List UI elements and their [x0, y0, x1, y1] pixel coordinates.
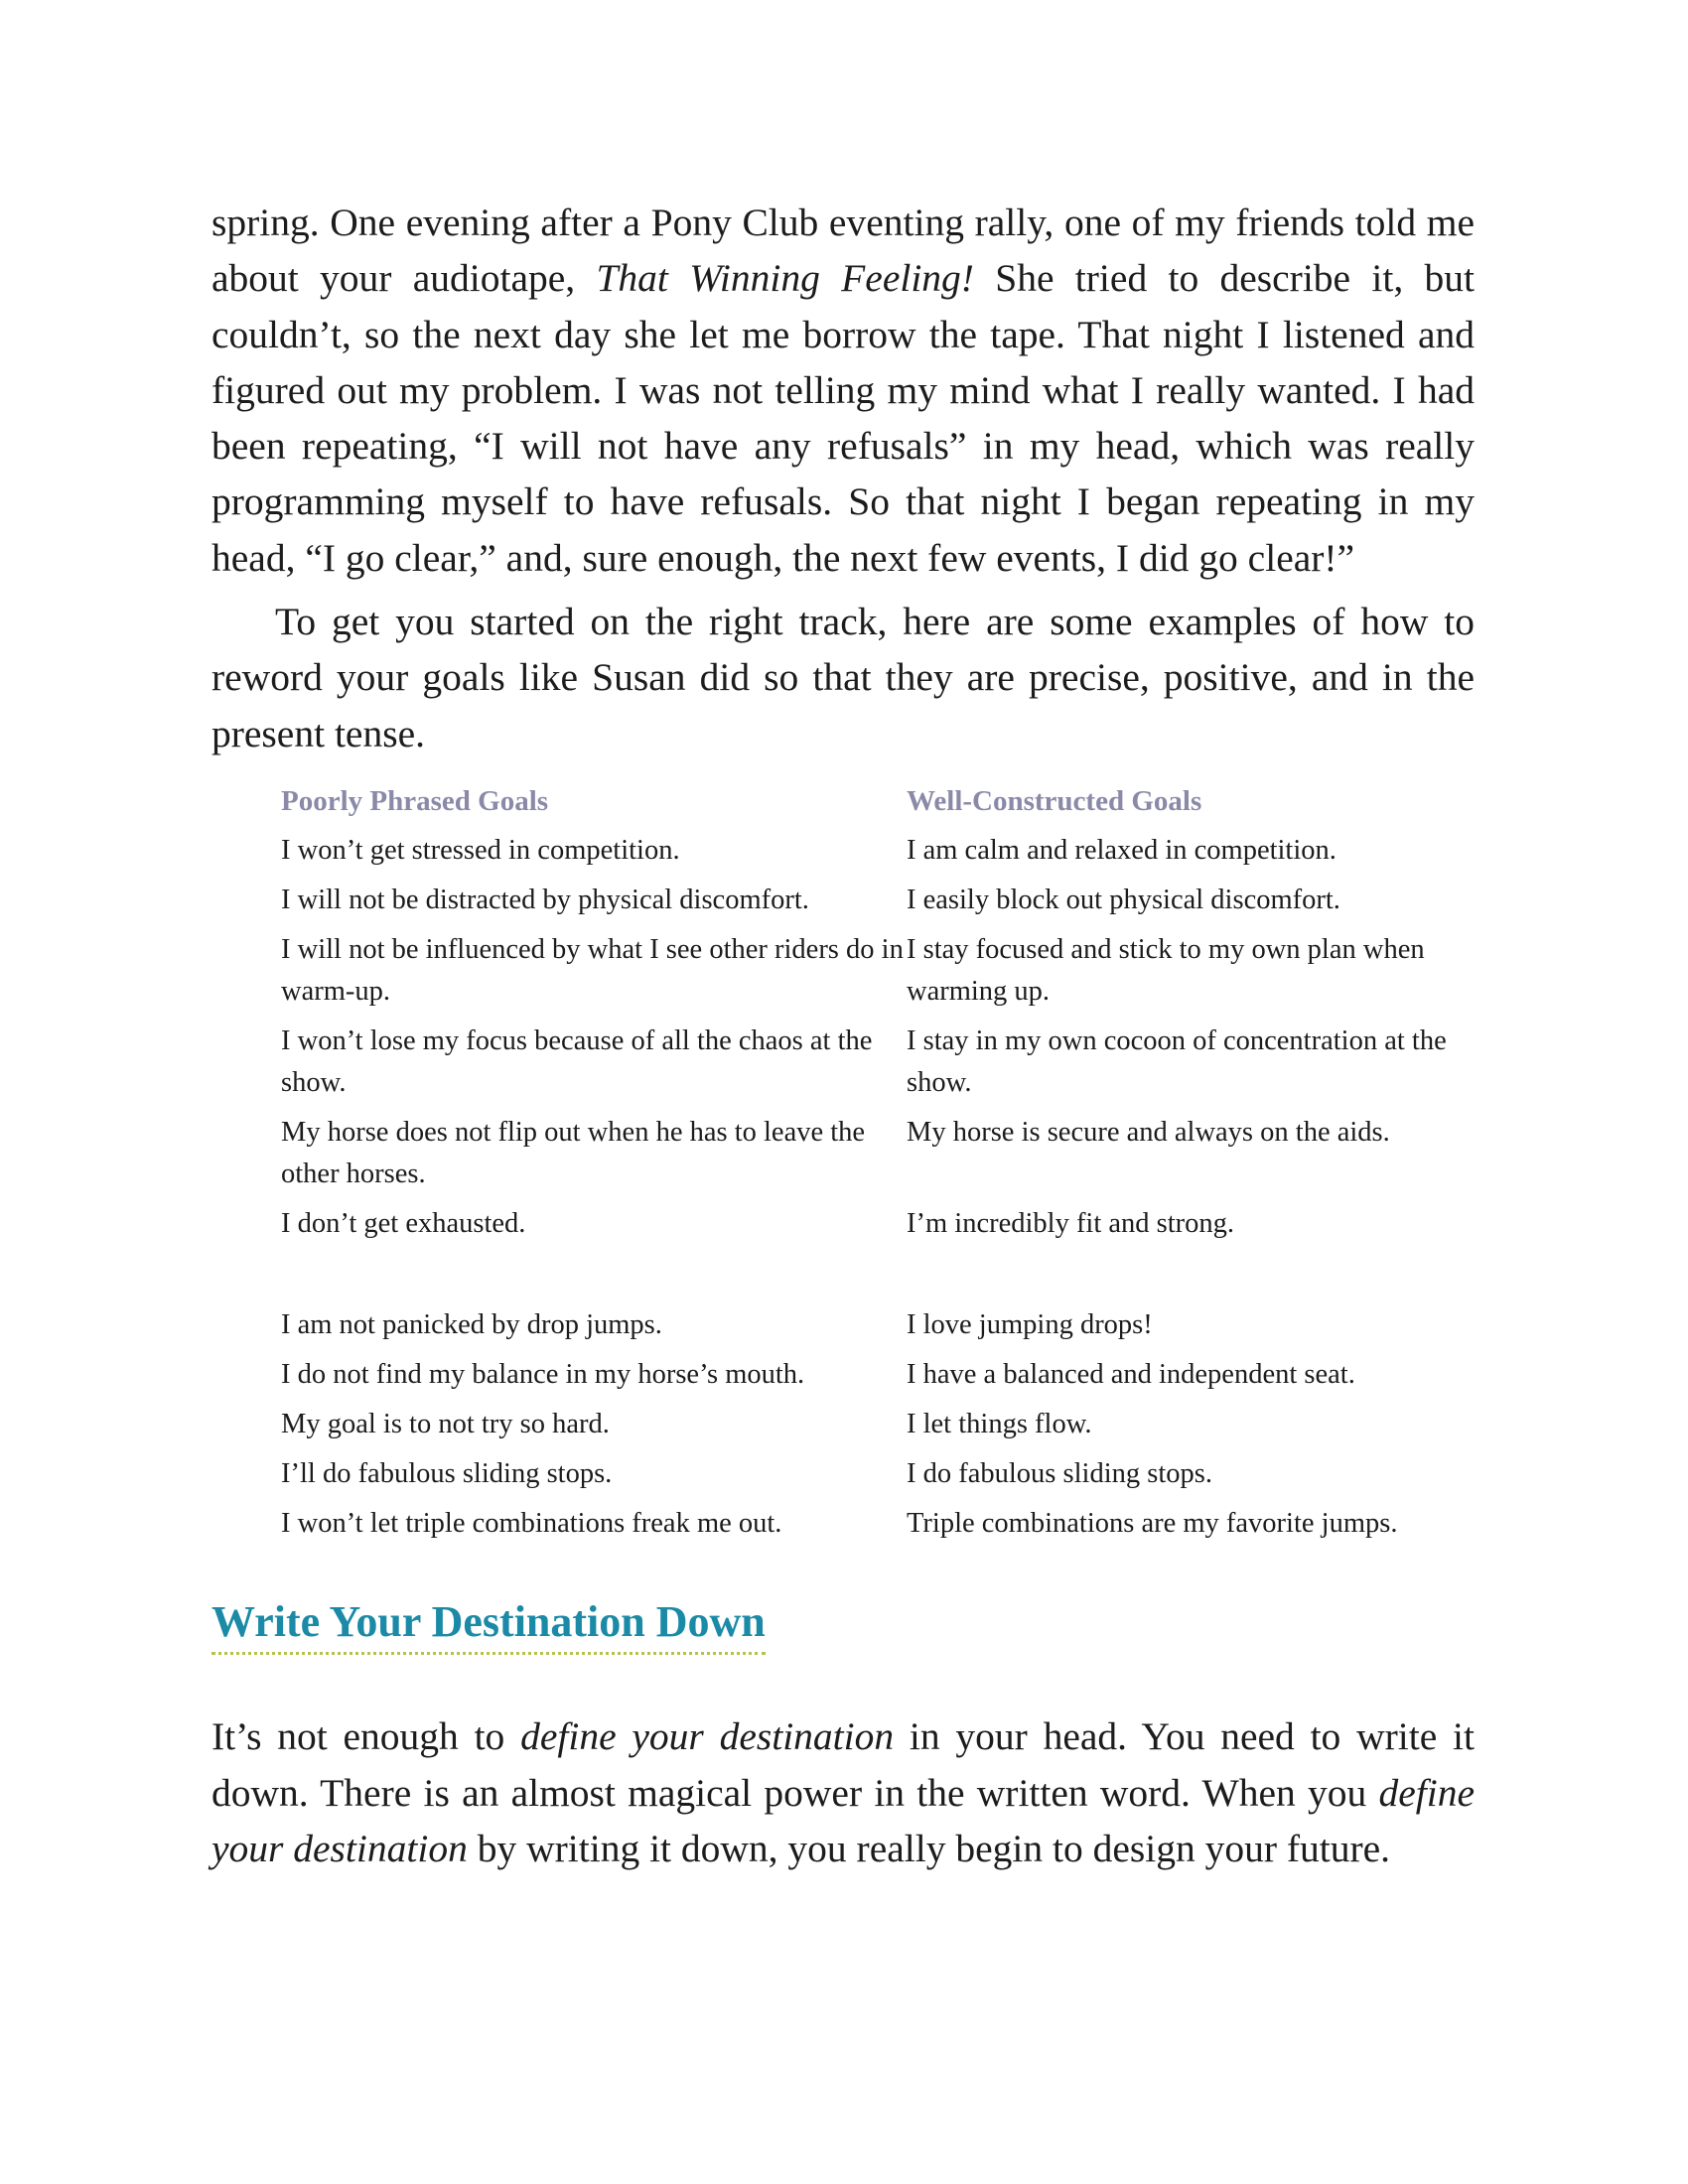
paragraph-text: by writing it down, you really begin to design your future. — [467, 1827, 1391, 1871]
page-content — [211, 195, 1475, 1876]
paragraph-intro-examples: To get you started on the right track, here are some examples of how to reword your goals like Susan did so that they are precise, positive, and in the present tense. — [211, 600, 1475, 755]
table-row — [281, 1021, 1475, 1104]
poor-goal: I won’t let triple combinations freak me out. — [281, 1507, 782, 1539]
header-well-constructed: Well-Constructed Goals — [907, 784, 1202, 817]
table-row — [281, 1112, 1475, 1195]
paragraph-text: spring. One evening after a Pony Club eventing rally, one of my friends told me about your audiotape, — [211, 201, 1475, 301]
table-spacer — [281, 1253, 1475, 1304]
goals-table-header — [281, 780, 1475, 822]
audiotape-title: That Winning Feeling! — [596, 256, 974, 301]
header-poorly-phrased: Poorly Phrased Goals — [281, 784, 549, 817]
good-goal: I do fabulous sliding stops. — [907, 1457, 1212, 1489]
poor-goal: I will not be influenced by what I see other riders do in warm-up. — [281, 933, 904, 1007]
poor-goal: I will not be distracted by physical discomfort. — [281, 884, 809, 915]
poor-goal: I don’t get exhausted. — [281, 1207, 526, 1239]
good-goal: I stay in my own cocoon of concentration at the show. — [907, 1024, 1447, 1098]
good-goal: I love jumping drops! — [907, 1308, 1153, 1340]
table-row — [281, 880, 1475, 921]
poor-goal: I am not panicked by drop jumps. — [281, 1308, 662, 1340]
paragraph-text: She tried to describe it, but couldn’t, so the next day she let me borrow the tape. That night I listened and figured out my problem. I was not telling my mind what I really wanted. I had been repeating, “I will not have any refusals” in my head, which was really programming myself to have refusals. So that night I began repeating in my head, “I go clear,” and, sure enough, the next few events, I did go clear!” — [211, 256, 1475, 580]
poor-goal: I’ll do fabulous sliding stops. — [281, 1457, 613, 1489]
paragraph-text: It’s not enough to — [211, 1714, 521, 1759]
poor-goal: My goal is to not try so hard. — [281, 1408, 610, 1439]
good-goal: I’m incredibly fit and strong. — [907, 1207, 1235, 1239]
table-row — [281, 1404, 1475, 1445]
poor-goal: I do not find my balance in my horse’s mouth. — [281, 1358, 805, 1390]
italic-phrase: define your destination — [520, 1714, 895, 1759]
section-heading: Write Your Destination Down — [211, 1596, 766, 1655]
table-row — [281, 1304, 1475, 1346]
good-goal: I am calm and relaxed in competition. — [907, 834, 1336, 866]
good-goal: I have a balanced and independent seat. — [907, 1358, 1355, 1390]
table-row — [281, 830, 1475, 872]
good-goal: Triple combinations are my favorite jumps. — [907, 1507, 1398, 1539]
table-row — [281, 1203, 1475, 1245]
good-goal: I let things flow. — [907, 1408, 1092, 1439]
good-goal: I easily block out physical discomfort. — [907, 884, 1340, 915]
table-row — [281, 1503, 1475, 1545]
poor-goal: My horse does not flip out when he has to leave the other horses. — [281, 1116, 866, 1189]
paragraph-text: in your head. You need to write it down. There is an almost magical power in the written word. When you — [211, 1714, 1475, 1815]
goals-table — [281, 780, 1475, 1545]
poor-goal: I won’t lose my focus because of all the chaos at the show. — [281, 1024, 873, 1098]
good-goal: My horse is secure and always on the aids. — [907, 1116, 1390, 1148]
paragraph-write-it-down — [211, 1708, 1475, 1876]
poor-goal: I won’t get stressed in competition. — [281, 834, 680, 866]
table-row — [281, 1354, 1475, 1396]
good-goal: I stay focused and stick to my own plan when warming up. — [907, 933, 1425, 1007]
italic-phrase: define your destination — [211, 1770, 1475, 1871]
table-row — [281, 929, 1475, 1013]
table-row — [281, 1453, 1475, 1495]
paragraph-susan-story — [211, 195, 1475, 586]
section-heading-wrapper — [211, 1553, 1475, 1692]
